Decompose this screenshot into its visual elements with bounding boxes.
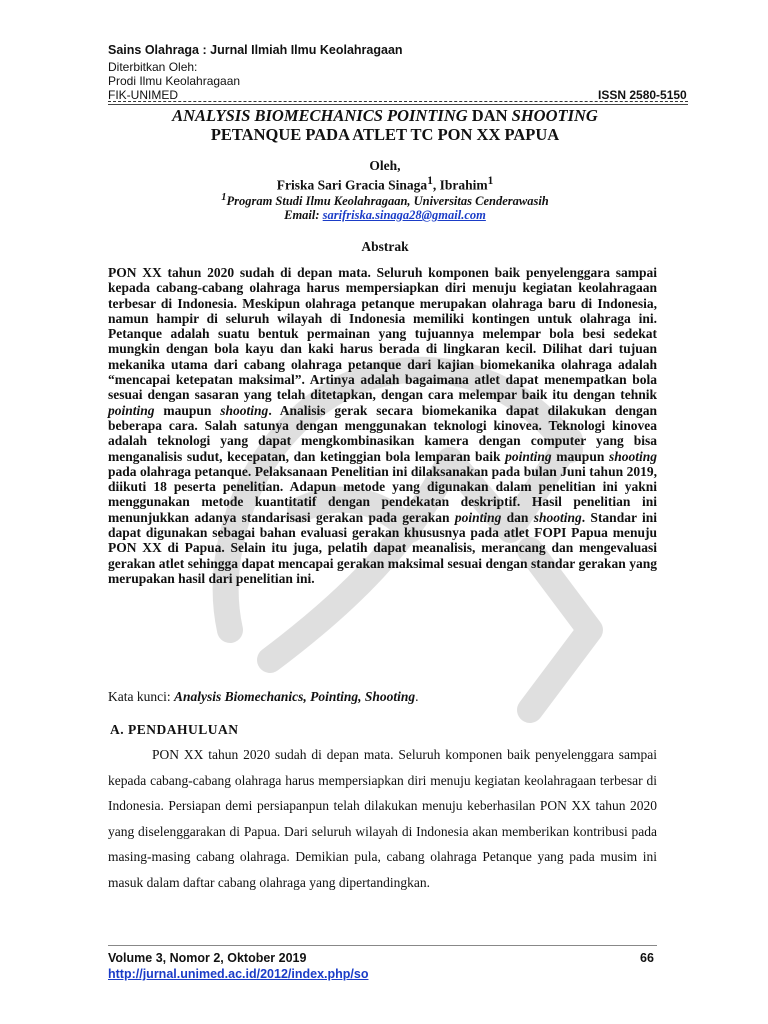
- faculty-name: FIK-UNIMED: [108, 88, 178, 102]
- abstract-term: shooting: [533, 509, 582, 525]
- abstract-text-2: maupun: [154, 402, 221, 418]
- author-1-sup: 1: [427, 175, 433, 187]
- email-label: Email:: [284, 208, 323, 222]
- section-heading: A. PENDAHULUAN: [110, 722, 239, 737]
- keywords: [108, 689, 419, 705]
- header-divider: [108, 101, 688, 102]
- abstract-text-4: maupun: [551, 448, 609, 464]
- program-name: Prodi Ilmu Keolahragaan: [108, 74, 241, 88]
- author-2: , Ibrahim: [432, 177, 488, 193]
- email-link[interactable]: sarifriska.sinaga28@gmail.com: [322, 208, 486, 222]
- abstract-term: shooting: [608, 448, 657, 464]
- page-number: 66: [640, 951, 654, 965]
- paper-title-line-1: [100, 106, 670, 126]
- abstract-heading: Abstrak: [361, 239, 409, 254]
- title-italic-a: ANALYSIS BIOMECHANICS POINTING: [172, 106, 468, 125]
- abstract-text-5: pada olahraga petanque. Pelaksanaan Penelitian ini dilaksanakan pada bulan Juni tahun 2019, diikuti 18 peserta penelitian. Adapun metode yang digunakan dalam penelitian ini yakni menggunakan metode kuantitatif dengan pendekatan deskriptif. Hasil penelitian ini menunjukkan adanya standarisasi gerakan pada gerakan: [108, 463, 657, 525]
- abstract-text-6: dan: [501, 509, 534, 525]
- abstract-body: [108, 265, 657, 586]
- affiliation-sup: 1: [221, 192, 227, 203]
- issn-number: ISSN 2580-5150: [598, 88, 687, 102]
- byline-oleh: Oleh,: [369, 158, 401, 173]
- keywords-end: .: [415, 689, 419, 704]
- section-body: PON XX tahun 2020 sudah di depan mata. Seluruh komponen baik penyelenggara sampai kepada cabang-cabang olahraga harus mempersiapkan diri menuju kegiatan keolahragaan terbesar di Indonesia. Persiapan demi persiapanpun telah dilakukan menuju keberhasilan PON XX tahun 2020 yang diselenggarakan di Papua. Dari seluruh wilayah di Indonesia akan memberikan kontribusi pada masing-masing cabang olahraga. Demikian pula, cabang olahraga Petanque yang pada musim ini masuk dalam daftar cabang olahraga yang dipertandingkan.: [108, 747, 657, 890]
- email-line: [100, 208, 670, 223]
- abstract-text-7: . Standar ini dapat digunakan sebagai bahan evaluasi gerakan khususnya pada atlet FOPI Papua menuju PON XX di Papua. Selain itu juga, pelatih dapat meanalisis, merancang dan mengevaluasi gerakan atlet sehingga dapat mencapai gerakan maksimal sesuai dengan standar gerakan yang merupakan hasil dari penelitian ini.: [108, 509, 657, 586]
- keywords-value: Analysis Biomechanics, Pointing, Shooting: [173, 689, 416, 704]
- header-divider-solid: [108, 104, 688, 105]
- abstract-term: pointing: [505, 448, 552, 464]
- abstract-term: pointing: [454, 509, 502, 525]
- author-2-sup: 1: [487, 175, 494, 187]
- keywords-label: Kata kunci:: [108, 689, 174, 704]
- affiliation: [100, 192, 670, 209]
- abstract-text-3: . Analisis gerak secara biomekanika dapat dilakukan dengan beberapa cara. Salah satunya dengan menggunakan teknologi kinovea. Teknologi kinovea adalah teknologi yang dapat mengkombinasikan kamera dengan computer yang bisa menganalisis sudut, kecepatan, dan ketinggian bola lemparan baik: [108, 402, 658, 464]
- authors: [100, 175, 670, 194]
- footer-volume: Volume 3, Nomor 2, Oktober 2019: [108, 951, 307, 965]
- footer-divider: [108, 945, 657, 946]
- author-1: Friska Sari Gracia Sinaga: [276, 177, 428, 193]
- title-conjunction: DAN: [467, 106, 512, 125]
- title-italic-b: SHOOTING: [511, 106, 598, 125]
- abstract-term: pointing: [108, 402, 155, 418]
- abstract-term: shooting: [220, 402, 269, 418]
- journal-name: Sains Olahraga : Jurnal Ilmiah Ilmu Keolahragaan: [108, 43, 403, 57]
- paper-title-line-2: PETANQUE PADA ATLET TC PON XX PAPUA: [210, 125, 560, 144]
- journal-url-link[interactable]: http://jurnal.unimed.ac.id/2012/index.php/so: [108, 967, 369, 981]
- published-by: Diterbitkan Oleh:: [108, 60, 198, 74]
- abstract-text-1: PON XX tahun 2020 sudah di depan mata. Seluruh komponen baik penyelenggara sampai kepada cabang-cabang olahraga harus mempersiapkan diri menuju kegiatan keolahragaan terbesar di Indonesia. Meskipun olahraga petanque merupakan olahraga baru di Indonesia, namun hampir di seluruh wilayah di Indonesia memiliki kontingen untuk olahraga ini. Petanque adalah suatu bentuk permainan yang tujuannya melempar bola besi sedekat mungkin dengan bola kayu dan kaki harus berada di lingkaran kecil. Dilihat dari tujuan mekanika utama dari cabang olahraga petanque dari kajian biomekanika olahraga adalah “mencapai ketepatan maksimal”. Artinya adalah bagaimana atlet dapat menempatkan bola sesuai dengan sasaran yang telah ditetapkan, dengan cara melempar baik itu dengan tehnik: [108, 265, 657, 403]
- affiliation-text: Program Studi Ilmu Keolahragaan, Universitas Cenderawasih: [226, 194, 549, 209]
